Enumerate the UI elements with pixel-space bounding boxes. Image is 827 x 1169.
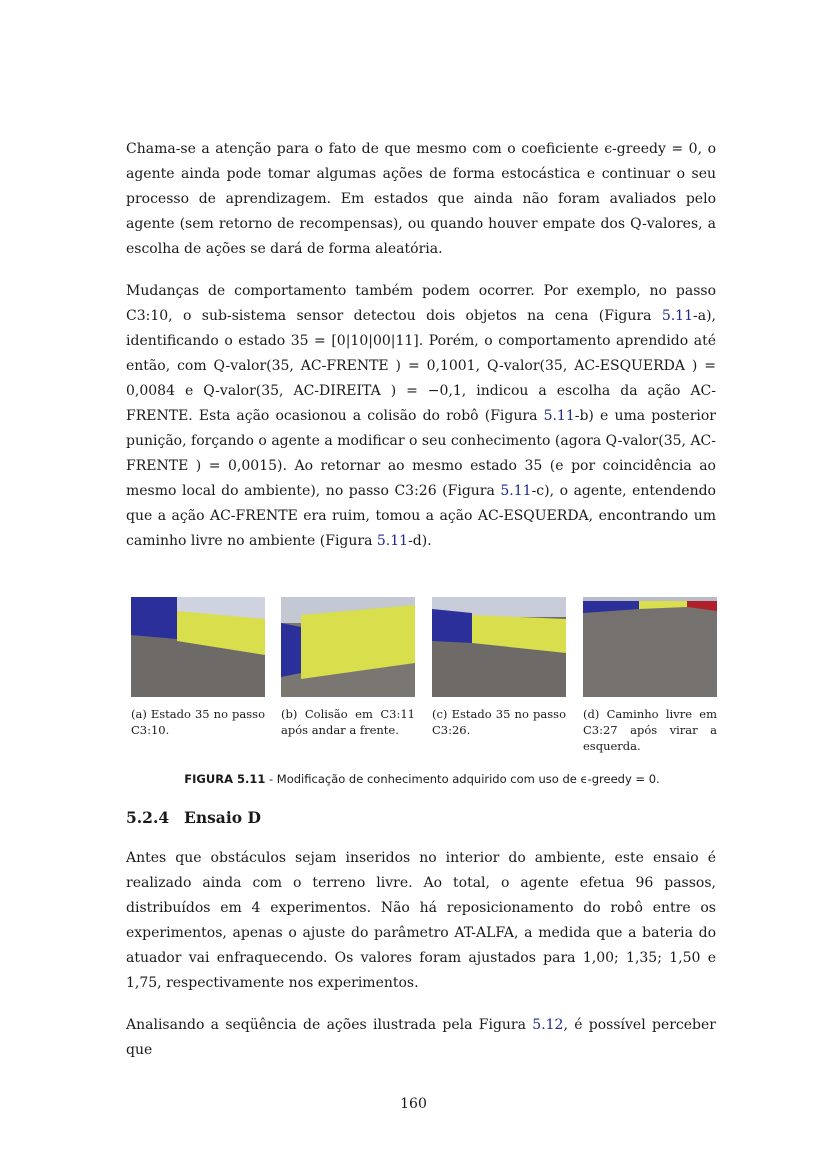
photo-d [583, 597, 717, 697]
figure-5-11 [126, 597, 718, 757]
paragraph-2-text-b: -a), identificando o estado 35 = [0|10|00|11]. Porém, o comportamento aprendido até então, com Q-valor(35, AC-FRENTE ) = 0,1001, Q-valor(35, AC-ESQUERDA ) = 0,0084 e Q-valor(35, AC-DIREITA ) = −0,1, indicou a escolha da ação AC-FRENTE. Esta ação ocasionou a colisão do robô (Figura [126, 308, 716, 424]
subfigure-d [583, 597, 717, 754]
page-number: 160 [400, 1096, 427, 1112]
figure-caption [126, 772, 718, 786]
photo-b [281, 597, 415, 697]
subfigure-b [281, 597, 415, 738]
figure-caption-text: - Modificação de conhecimento adquirido com uso de ϵ-greedy = 0. [265, 772, 660, 786]
paragraph-2-text-d: -c), o agente, entendendo que a ação AC-FRENTE era ruim, tomou a ação AC-ESQUERDA, encontrando um caminho livre no ambiente (Figura [126, 483, 716, 549]
figure-ref-link[interactable]: 5.12 [532, 1017, 564, 1033]
figure-ref-link[interactable]: 5.11 [500, 483, 532, 499]
figure-ref-link[interactable]: 5.11 [661, 308, 693, 324]
subfigure-a [131, 597, 265, 738]
subcaption-d: (d) Caminho livre em C3:27 após virar a esquerda. [583, 707, 717, 753]
section-number: 5.2.4 [126, 808, 170, 827]
paragraph-3: Antes que obstáculos sejam inseridos no interior do ambiente, este ensaio é realizado ainda com o terreno livre. Ao total, o agente efetua 96 passos, distribuídos em 4 experimentos. Não há reposicionamento do robô entre os experimentos, apenas o ajuste do parâmetro AT-ALFA, a medida que a bateria do atuador vai enfraquecendo. Os valores foram ajustados para 1,00; 1,35; 1,50 e 1,75, respectivamente nos experimentos. [126, 850, 716, 991]
paragraph-2 [126, 279, 716, 554]
subcaption-c: (c) Estado 35 no passo C3:26. [432, 707, 566, 737]
paragraph-2-text-e: -d). [408, 533, 432, 549]
paragraph-4-text-a: Analisando a seqüência de ações ilustrada pela Figura [126, 1017, 533, 1033]
figure-caption-label: FIGURA 5.11 [184, 772, 266, 786]
figure-ref-link[interactable]: 5.11 [376, 533, 409, 549]
paragraph-4 [126, 1013, 716, 1063]
paragraph-2-text-a: Mudanças de comportamento também podem ocorrer. Por exemplo, no passo C3:10, o sub-sistema sensor detectou dois objetos na cena (Figura [126, 283, 716, 324]
paragraph-1: Chama-se a atenção para o fato de que mesmo com o coeficiente ϵ-greedy = 0, o agente ainda pode tomar algumas ações de forma estocástica e continuar o seu processo de aprendizagem. Em estados que ainda não foram avaliados pelo agente (sem retorno de recompensas), ou quando houver empate dos Q-valores, a escolha de ações se dará de forma aleatória. [126, 141, 716, 257]
subcaption-b: (b) Colisão em C3:11 após andar a frente. [281, 707, 415, 737]
subcaption-a: (a) Estado 35 no passo C3:10. [131, 707, 265, 737]
figure-ref-link[interactable]: 5.11 [543, 408, 575, 424]
section-heading [126, 808, 261, 827]
section-title: Ensaio D [184, 808, 261, 827]
paragraph-2-text-c: -b) e uma posterior punição, forçando o agente a modificar o seu conhecimento (agora Q-valor(35, AC-FRENTE ) = 0,0015). Ao retornar ao mesmo estado 35 (e por coincidência ao mesmo local do ambiente), no passo C3:26 (Figura [126, 408, 716, 499]
subfigure-c [432, 597, 566, 738]
photo-c [432, 597, 566, 697]
photo-a [131, 597, 265, 697]
paragraph-4-text-b: , é possível perceber que [126, 1017, 717, 1058]
